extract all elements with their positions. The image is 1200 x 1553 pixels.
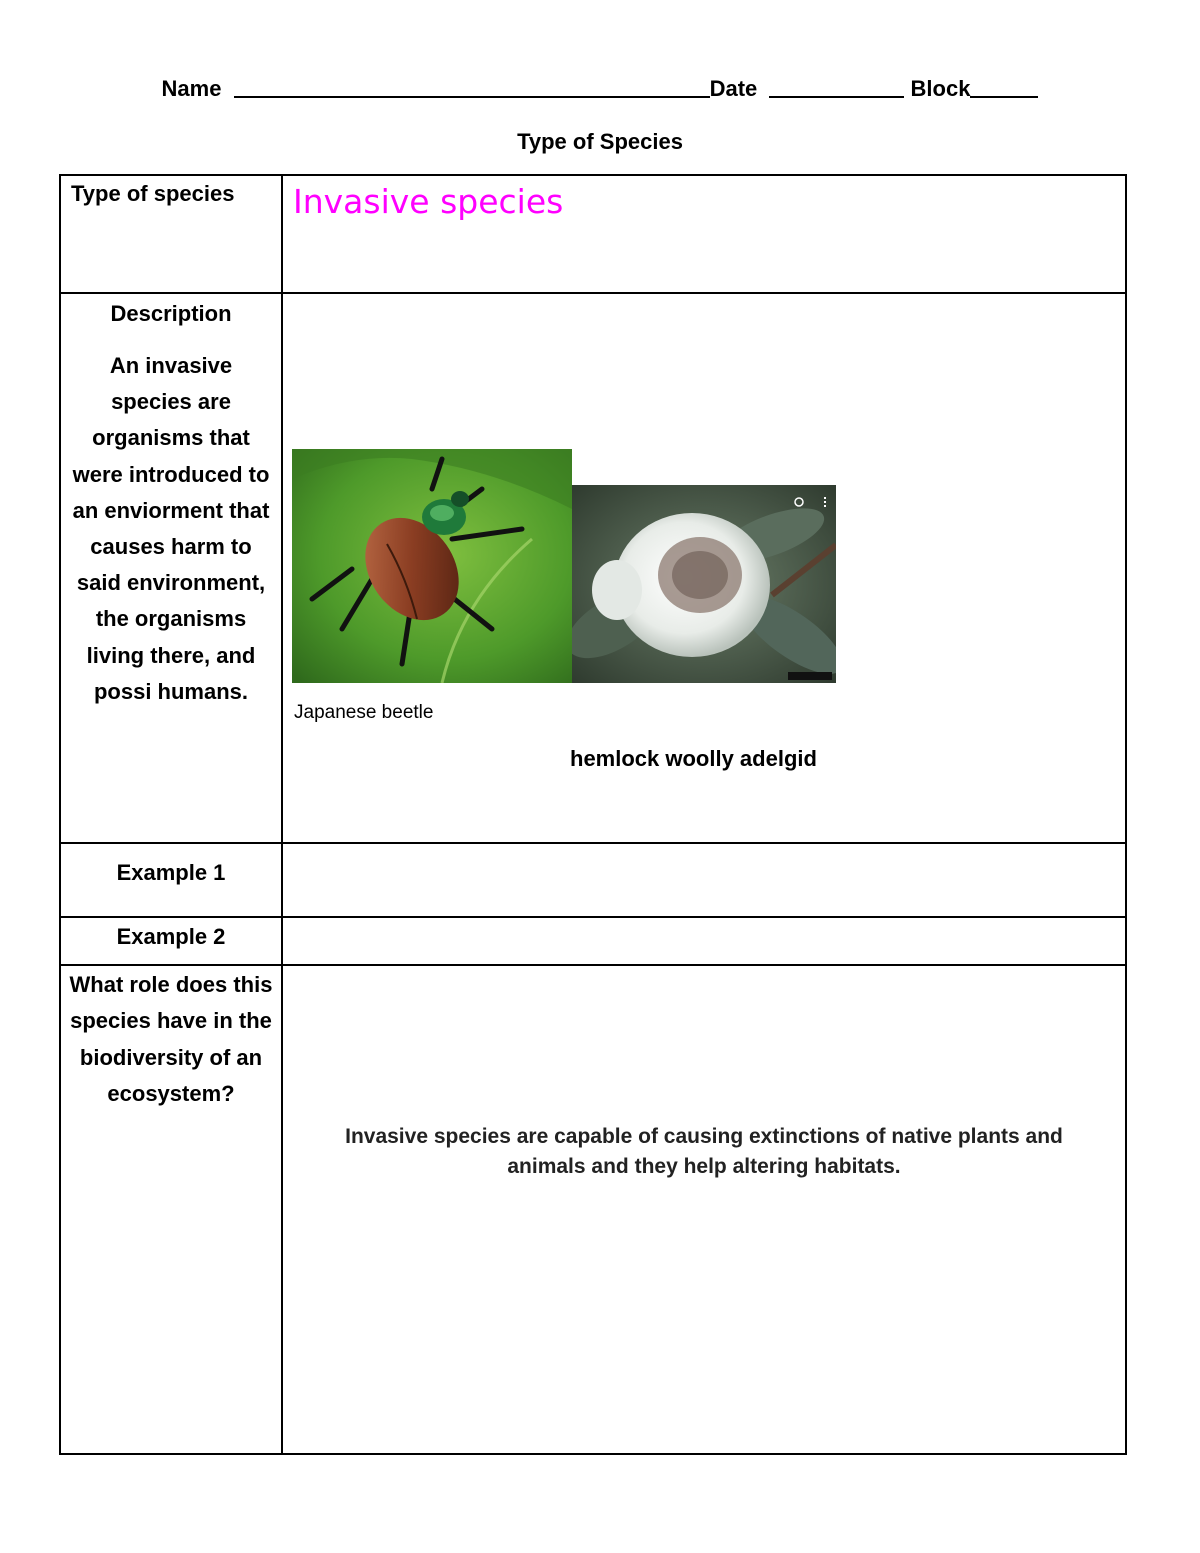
species-table — [59, 174, 1127, 1455]
block-label: Block — [910, 76, 971, 101]
description-row — [61, 294, 1125, 844]
role-label: What role does this species have in the biodiversity of an ecosystem? — [69, 972, 273, 1107]
role-answer: Invasive species are capable of causing extinctions of native plants and animals and they help altering habitats. — [345, 1125, 1063, 1178]
description-label-cell — [61, 294, 283, 842]
description-text: An invasive species are organisms that were introduced to an enviorment that causes harm to said environment, the organisms living there, and possi humans. — [72, 353, 270, 704]
hemlock-woolly-adelgid-photo — [572, 485, 836, 683]
hemlock-woolly-adelgid-caption: hemlock woolly adelgid — [570, 746, 817, 771]
example2-label: Example 2 — [116, 924, 226, 949]
example1-label-cell — [61, 844, 283, 916]
example1-row — [61, 844, 1125, 918]
example1-label: Example 1 — [116, 860, 226, 885]
description-label: Description — [110, 301, 232, 326]
date-blank[interactable] — [769, 76, 904, 98]
example2-label-cell — [61, 918, 283, 964]
example2-value-cell[interactable] — [283, 918, 1125, 964]
date-label: Date — [709, 76, 758, 101]
type-label-cell — [61, 176, 283, 292]
japanese-beetle-photo — [292, 449, 572, 683]
type-value: Invasive species — [293, 182, 564, 221]
role-label-cell — [61, 966, 283, 1453]
type-value-cell[interactable] — [283, 176, 1125, 292]
name-blank[interactable] — [234, 76, 710, 98]
type-row — [61, 176, 1125, 294]
page-title: Type of Species — [517, 129, 683, 154]
block-blank[interactable] — [970, 76, 1038, 98]
type-label: Type of species — [71, 181, 235, 206]
worksheet-header — [0, 76, 1200, 102]
role-value-cell[interactable] — [283, 966, 1125, 1453]
example1-value-cell[interactable] — [283, 844, 1125, 916]
role-row — [61, 966, 1125, 1453]
example2-row — [61, 918, 1125, 966]
name-label: Name — [161, 76, 222, 101]
japanese-beetle-caption: Japanese beetle — [294, 702, 434, 723]
description-value-cell[interactable] — [283, 294, 1125, 842]
